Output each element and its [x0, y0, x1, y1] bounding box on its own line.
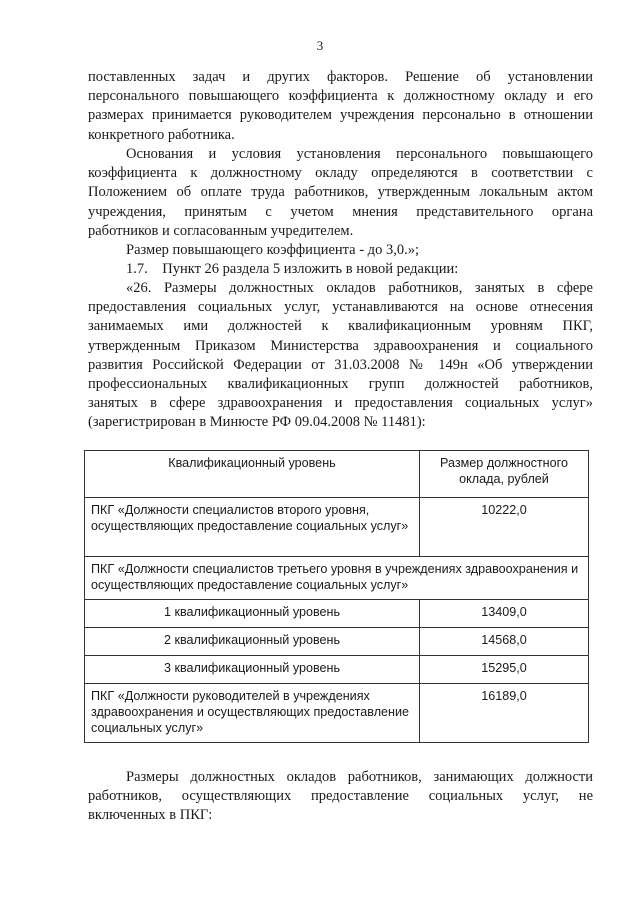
text-line: работников и согласованным учредителем. — [88, 222, 354, 239]
text-line: Размеры должностных окладов работников, занимающих должности — [126, 769, 593, 785]
text-line: занимаемых ими должностей к квалификационным уровням ПКГ, — [88, 318, 593, 335]
table-row — [85, 498, 589, 557]
text-line: профессиональных квалификационных групп должностей работников, — [88, 376, 593, 393]
text-line: (зарегистрирован в Минюсте РФ 09.04.2008 № 11481): — [88, 414, 426, 431]
table-row — [85, 684, 589, 743]
text-line: предоставления социальных услуг, устанавливаются на основе отнесения — [88, 299, 593, 316]
paragraph-coefficient — [88, 241, 593, 260]
text-line: развития Российской Федерации от 31.03.2008 № 149н «Об утверждении — [88, 356, 593, 373]
text-line: 1.7. Пункт 26 раздела 5 изложить в новой редакции: — [126, 261, 459, 277]
table-row — [85, 600, 589, 628]
level-value: 13409,0 — [420, 600, 589, 628]
row-label: ПКГ «Должности специалистов второго уровня, осуществляющих предоставление социальных услуг» — [85, 498, 420, 557]
text-line: поставленных задач и других факторов. Решение об установлении — [88, 69, 593, 85]
level-label: 1 квалификационный уровень — [85, 600, 420, 628]
level-value: 15295,0 — [420, 656, 589, 684]
text-line: включенных в ПКГ: — [88, 807, 213, 824]
text-line: конкретного работника. — [88, 126, 235, 143]
paragraph-continuation — [88, 68, 593, 145]
text-line: работников, осуществляющих предоставление социальных услуг, не — [88, 788, 593, 805]
text-line: учреждения, принятым с учетом мнения представительного органа — [88, 203, 593, 220]
paragraph-not-in-pkg — [88, 768, 593, 826]
table-header-row — [85, 451, 589, 498]
text-line: Основания и условия установления персонального повышающего — [126, 146, 593, 162]
text-line: Размер повышающего коэффициента - до 3,0.»; — [126, 242, 419, 258]
row-label: ПКГ «Должности руководителей в учреждениях здравоохранения и осуществляющих предоставление социальных услуг» — [85, 684, 420, 743]
table-row — [85, 656, 589, 684]
page-number: 3 — [316, 38, 324, 53]
text-line: занятых в сфере здравоохранения и предоставления социальных услуг» — [88, 395, 593, 412]
group-label: ПКГ «Должности специалистов третьего уровня в учреждениях здравоохранения и осуществляющих предоставление социальных услуг» — [85, 557, 589, 600]
text-line: Положением об оплате труда работников, утвержденным локальным актом — [88, 184, 593, 201]
level-label: 3 квалификационный уровень — [85, 656, 420, 684]
header-salary: Размер должностного оклада, рублей — [420, 451, 589, 498]
text-line: размерах принимается руководителем учреждения персонально в отношении — [88, 107, 593, 124]
text-line: «26. Размеры должностных окладов работников, занятых в сфере — [126, 280, 593, 296]
table-row — [85, 628, 589, 656]
table-group-row — [85, 557, 589, 600]
paragraph-item-26 — [88, 279, 593, 433]
row-value: 16189,0 — [420, 684, 589, 743]
text-line: утвержденным Приказом Министерства здравоохранения и социального — [88, 337, 593, 354]
header-level: Квалификационный уровень — [85, 451, 420, 498]
paragraph-item-1-7 — [88, 260, 593, 279]
level-value: 14568,0 — [420, 628, 589, 656]
row-value: 10222,0 — [420, 498, 589, 557]
text-line: персонального повышающего коэффициента к должностному окладу и его — [88, 88, 593, 105]
paragraph-basis — [88, 145, 593, 241]
level-label: 2 квалификационный уровень — [85, 628, 420, 656]
text-line: коэффициента к должностному окладу определяются в соответствии с — [88, 165, 593, 182]
salary-table — [84, 450, 589, 743]
